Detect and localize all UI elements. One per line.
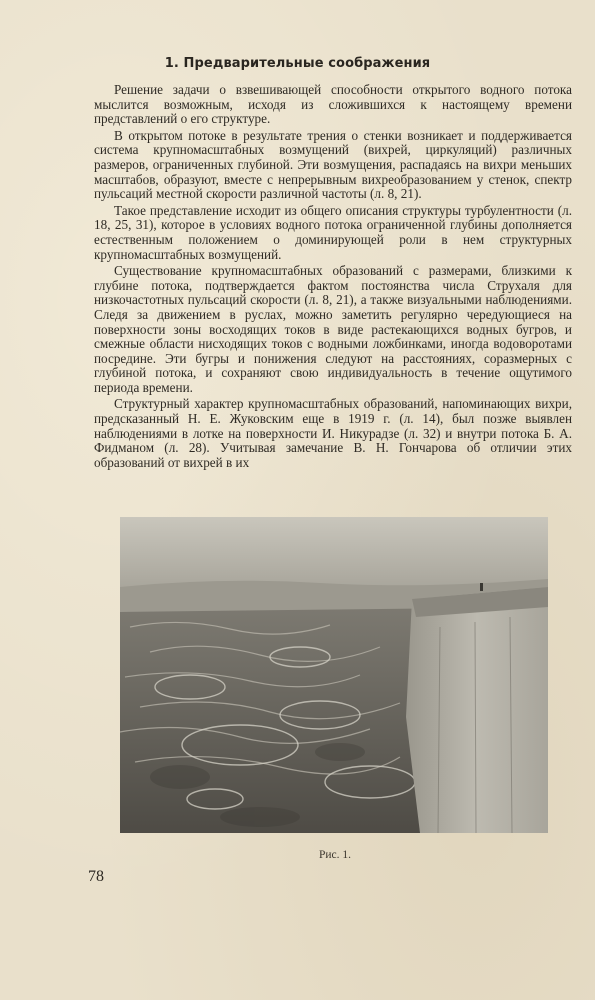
paragraph: Структурный характер крупномасштабных образований, напоминающих вихри, предсказанный Н. Е. Жуковским еще в 1919 г. (л. 14), был позже выявлен наблюдениями в лотке на поверхности И. Никурадзе (л. 32) и внутри потока Б. А. Фидманом (л. 28). Учитывая замечание В. Н. Гончарова об отличии этих образований от вихрей в их xyxy=(94,396,572,470)
figure-photo-water-surface xyxy=(120,517,548,833)
paragraph: Такое представление исходит из общего описания структуры турбулентности (л. 18, 25, 31), которое в условиях водного потока ограниченной глубины дополняется естественным положением о доминирующей роли в нем структурных крупномасштабных возмущений. xyxy=(94,202,572,262)
page-number: 78 xyxy=(88,868,104,885)
paragraph: Существование крупномасштабных образований с размерами, близкими к глубине потока, подтверждается фактом постоянства числа Струхаля для низкочастотных пульсаций скорости (л. 8, 21), а также визуальными наблюдениями. Следя за движением в руслах, можно заметить регулярно чередующиеся на поверхности зоны восходящих токов в виде растекающихся водных бугров, и смежные области нисходящих токов с водными ложбинками, иногда водоворотами посредине. Эти бугры и понижения следуют на расстояниях, соразмерных с глубиной потока, и сохраняют свою индивидуальность в течение ощутимого периода времени. xyxy=(94,263,572,395)
paragraph: Решение задачи о взвешивающей способности открытого водного потока мыслится возможным, исходя из сложившихся к настоящему времени представлений о его структуре. xyxy=(94,82,572,127)
paragraph: В открытом потоке в результате трения о стенки возникает и поддерживается система крупномасштабных возмущений (вихрей, циркуляций) различных размеров, ограниченных глубиной. Эти возмущения, распадаясь на вихри меньших масштабов, образуют, вместе с непрерывным вихреобразованием у стенок, спектр пульсаций местной скорости различной частоты (л. 8, 21). xyxy=(94,127,572,202)
body-text xyxy=(94,83,572,472)
figure-caption: Рис. 1. xyxy=(318,849,352,861)
section-heading: 1. Предварительные соображения xyxy=(164,56,431,71)
